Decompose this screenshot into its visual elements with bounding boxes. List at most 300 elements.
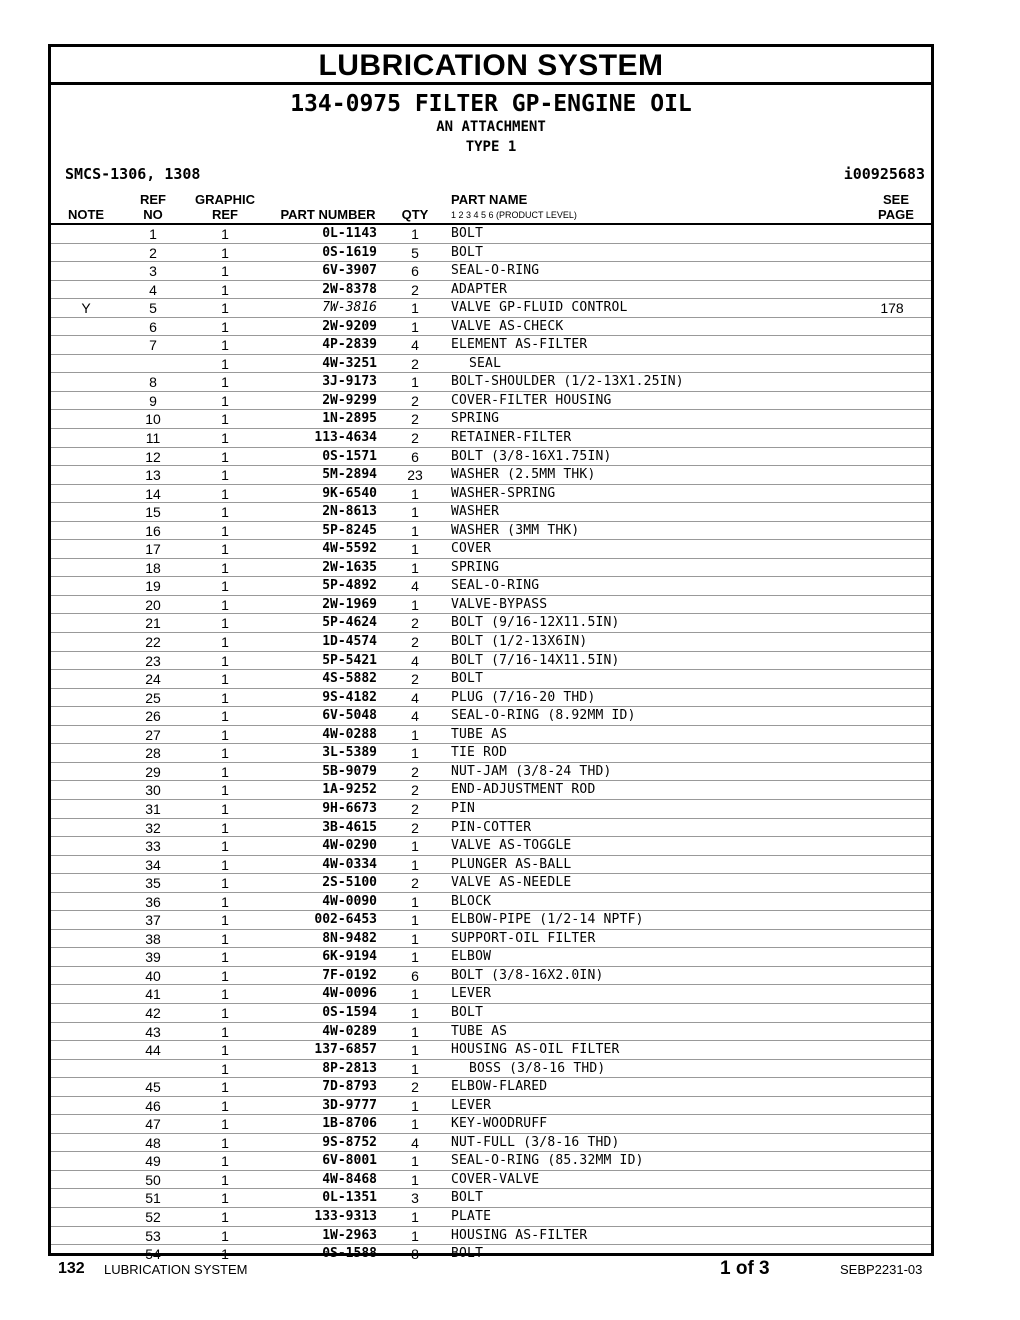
ref-no-cell: 1	[149, 226, 157, 242]
graphic-ref-cell: 1	[221, 374, 229, 391]
table-row	[51, 503, 931, 522]
ref-no-cell: 13	[145, 467, 161, 484]
part-name-cell: PIN	[451, 800, 476, 816]
part-name-cell: BLOCK	[451, 893, 492, 909]
part-name-header: PART NAME	[451, 192, 528, 207]
part-number-cell: 4P-2839	[322, 337, 377, 353]
table-row	[51, 652, 931, 671]
table-row	[51, 1004, 931, 1023]
part-name-cell: BOLT-SHOULDER (1/2-13X1.25IN)	[451, 374, 684, 390]
part-name-cell: VALVE GP-FLUID CONTROL	[451, 300, 628, 316]
parts-list-frame	[48, 44, 934, 1263]
ref-no-cell: 5	[149, 300, 157, 317]
part-name-cell: TUBE AS	[451, 1023, 508, 1039]
qty-cell: 1	[411, 300, 419, 317]
ref-no-cell: 20	[145, 596, 161, 613]
table-row	[51, 262, 931, 281]
qty-cell: 1	[411, 838, 419, 855]
ref-no-cell: 54	[145, 1246, 161, 1263]
part-number-cell: 2S-5100	[322, 875, 377, 891]
ref-no-cell: 25	[145, 689, 161, 706]
graphic-ref-cell: 1	[221, 856, 229, 873]
graphic-ref-cell: 1	[221, 819, 229, 836]
smcs-codes: SMCS-1306, 1308	[65, 165, 201, 183]
qty-cell: 2	[411, 430, 419, 447]
part-name-cell: BOSS (3/8-16 THD)	[469, 1060, 606, 1076]
part-number-cell: 5P-8245	[322, 522, 377, 538]
part-name-cell: BOLT	[451, 1246, 484, 1262]
table-row	[51, 244, 931, 263]
see-page-cell: 178	[880, 300, 904, 317]
attachment-line: AN ATTACHMENT	[436, 119, 546, 135]
ref-no-cell: 24	[145, 671, 161, 688]
table-row	[51, 392, 931, 411]
part-name-cell: VALVE-BYPASS	[451, 596, 548, 612]
qty-cell: 5	[411, 244, 419, 261]
qty-cell: 2	[411, 392, 419, 409]
qty-header: QTY	[401, 207, 429, 222]
note-cell: Y	[81, 300, 91, 317]
part-number-cell: 0S-1588	[322, 1246, 377, 1262]
qty-cell: 1	[411, 1023, 419, 1040]
graphic-ref-cell: 1	[221, 1246, 229, 1263]
ref-no-cell: 19	[145, 578, 161, 595]
part-number-cell: 0S-1571	[322, 448, 377, 464]
ref-no-cell: 17	[145, 541, 161, 558]
part-number-cell: 8N-9482	[322, 930, 377, 946]
ref-no-cell: 7	[149, 337, 157, 354]
table-row	[51, 225, 931, 244]
graphic-ref-cell: 1	[221, 912, 229, 929]
qty-cell: 2	[411, 355, 419, 372]
ref-no-cell: 40	[145, 967, 161, 984]
graphic-ref-cell: 1	[221, 708, 229, 725]
part-number-cell: 5B-9079	[322, 763, 377, 779]
sheet-indicator: 1 of 3	[720, 1258, 770, 1279]
column-headers	[51, 191, 931, 225]
table-row	[51, 281, 931, 300]
qty-cell: 1	[411, 1060, 419, 1077]
graphic-ref-cell: 1	[221, 1134, 229, 1151]
graphic-ref-cell: 1	[221, 244, 229, 261]
ref-no-cell: 10	[145, 411, 161, 428]
ref-no-cell: 30	[145, 782, 161, 799]
qty-cell: 6	[411, 967, 419, 984]
graphic-ref-cell: 1	[221, 430, 229, 447]
ref-header-top: REF	[140, 192, 166, 207]
qty-cell: 4	[411, 652, 419, 669]
product-level-header: 1 2 3 4 5 6 (PRODUCT LEVEL)	[451, 210, 577, 220]
ref-no-cell: 33	[145, 838, 161, 855]
part-name-cell: VALVE AS-CHECK	[451, 318, 564, 334]
qty-cell: 1	[411, 226, 419, 242]
part-name-cell: SEAL	[469, 355, 502, 371]
table-row	[51, 948, 931, 967]
part-name-cell: ELBOW-PIPE (1/2-14 NPTF)	[451, 912, 644, 928]
part-name-cell: BOLT (3/8-16X1.75IN)	[451, 448, 612, 464]
part-name-cell: SUPPORT-OIL FILTER	[451, 930, 596, 946]
ref-header-bottom: NO	[143, 207, 163, 222]
table-row	[51, 781, 931, 800]
part-name-cell: BOLT	[451, 244, 484, 260]
group-title: 134-0975 FILTER GP-ENGINE OIL	[290, 91, 692, 117]
qty-cell: 1	[411, 1097, 419, 1114]
graphic-ref-cell: 1	[221, 763, 229, 780]
graphic-ref-cell: 1	[221, 800, 229, 817]
see-header-top: SEE	[882, 192, 909, 207]
part-name-cell: BOLT (3/8-16X2.0IN)	[451, 967, 604, 983]
graphic-ref-cell: 1	[221, 559, 229, 576]
part-number-cell: 4S-5882	[322, 671, 377, 687]
table-row	[51, 1023, 931, 1042]
graphic-ref-cell: 1	[221, 875, 229, 892]
table-row	[51, 1171, 931, 1190]
graphic-ref-cell: 1	[221, 986, 229, 1003]
table-row	[51, 1060, 931, 1079]
ref-no-cell: 6	[149, 318, 157, 335]
part-number-cell: 4W-0334	[322, 856, 377, 872]
part-name-cell: WASHER (2.5MM THK)	[451, 467, 596, 483]
table-row	[51, 985, 931, 1004]
part-number-cell: 1B-8706	[322, 1116, 377, 1132]
table-row	[51, 930, 931, 949]
qty-cell: 2	[411, 671, 419, 688]
qty-cell: 6	[411, 448, 419, 465]
qty-cell: 1	[411, 504, 419, 521]
ref-no-cell: 22	[145, 634, 161, 651]
part-number-cell: 3L-5389	[322, 745, 377, 761]
see-header-bottom: PAGE	[878, 207, 914, 222]
graphic-ref-cell: 1	[221, 504, 229, 521]
ref-no-cell: 39	[145, 949, 161, 966]
graphic-ref-cell: 1	[221, 1190, 229, 1207]
graphic-ref-cell: 1	[221, 522, 229, 539]
table-row	[51, 559, 931, 578]
table-row	[51, 466, 931, 485]
graphic-ref-cell: 1	[221, 467, 229, 484]
part-name-cell: ADAPTER	[451, 281, 508, 297]
part-name-cell: PIN-COTTER	[451, 819, 532, 835]
part-number-header: PART NUMBER	[280, 207, 376, 222]
qty-cell: 1	[411, 1171, 419, 1188]
ref-no-cell: 26	[145, 708, 161, 725]
part-number-cell: 9K-6540	[322, 485, 377, 501]
qty-cell: 4	[411, 578, 419, 595]
qty-cell: 4	[411, 708, 419, 725]
table-row	[51, 707, 931, 726]
part-number-cell: 4W-0090	[322, 893, 377, 909]
part-number-cell: 6V-5048	[322, 708, 377, 724]
table-row	[51, 670, 931, 689]
part-name-cell: LEVER	[451, 986, 492, 1002]
part-number-cell: 4W-0096	[322, 986, 377, 1002]
qty-cell: 2	[411, 1079, 419, 1096]
table-row	[51, 763, 931, 782]
ref-no-cell: 42	[145, 1004, 161, 1021]
graphic-ref-cell: 1	[221, 634, 229, 651]
ref-no-cell: 23	[145, 652, 161, 669]
ref-no-cell: 44	[145, 1042, 161, 1059]
part-name-cell: BOLT	[451, 1004, 484, 1020]
graphic-ref-cell: 1	[221, 355, 229, 372]
ref-no-cell: 50	[145, 1171, 161, 1188]
ref-no-cell: 8	[149, 374, 157, 391]
qty-cell: 1	[411, 559, 419, 576]
part-number-cell: 1D-4574	[322, 634, 377, 650]
graphic-ref-cell: 1	[221, 1023, 229, 1040]
part-name-cell: SEAL-O-RING (8.92MM ID)	[451, 708, 636, 724]
part-number-cell: 5P-4892	[322, 578, 377, 594]
part-number-cell: 3B-4615	[322, 819, 377, 835]
part-name-cell: COVER-FILTER HOUSING	[451, 392, 612, 408]
part-name-cell: END-ADJUSTMENT ROD	[451, 782, 596, 798]
part-number-cell: 2W-9209	[322, 318, 377, 334]
part-number-cell: 0L-1351	[322, 1190, 377, 1206]
qty-cell: 1	[411, 930, 419, 947]
table-row	[51, 485, 931, 504]
qty-cell: 2	[411, 819, 419, 836]
graphic-ref-cell: 1	[221, 1116, 229, 1133]
ref-no-cell: 34	[145, 856, 161, 873]
part-number-cell: 6V-8001	[322, 1153, 377, 1169]
qty-cell: 1	[411, 726, 419, 743]
part-name-cell: WASHER	[451, 504, 500, 520]
part-number-cell: 4W-0290	[322, 838, 377, 854]
part-name-cell: PLUNGER AS-BALL	[451, 856, 572, 872]
part-name-cell: BOLT	[451, 671, 484, 687]
qty-cell: 4	[411, 1134, 419, 1151]
graphic-ref-cell: 1	[221, 1042, 229, 1059]
parts-table-body	[51, 225, 931, 1263]
table-row	[51, 577, 931, 596]
part-name-cell: PLATE	[451, 1208, 492, 1224]
table-row	[51, 633, 931, 652]
type-line: TYPE 1	[465, 139, 517, 155]
qty-cell: 1	[411, 1153, 419, 1170]
page-footer	[0, 1258, 1020, 1282]
graphic-ref-cell: 1	[221, 1171, 229, 1188]
qty-cell: 23	[407, 467, 423, 484]
part-name-cell: ELBOW-FLARED	[451, 1079, 548, 1095]
ref-no-cell: 36	[145, 893, 161, 910]
part-number-cell: 7F-0192	[322, 967, 377, 983]
part-name-cell: COVER-VALVE	[451, 1171, 540, 1187]
qty-cell: 2	[411, 763, 419, 780]
ref-no-cell: 52	[145, 1208, 161, 1225]
table-row	[51, 1041, 931, 1060]
graphic-ref-cell: 1	[221, 745, 229, 762]
table-row	[51, 689, 931, 708]
part-name-cell: COVER	[451, 541, 492, 557]
graphic-header-bottom: REF	[212, 207, 238, 222]
ref-no-cell: 43	[145, 1023, 161, 1040]
table-row	[51, 448, 931, 467]
part-number-cell: 4W-3251	[322, 355, 377, 371]
part-number-cell: 5P-5421	[322, 652, 377, 668]
graphic-ref-cell: 1	[221, 1060, 229, 1077]
table-row	[51, 874, 931, 893]
part-name-cell: LEVER	[451, 1097, 492, 1113]
part-name-cell: SPRING	[451, 411, 500, 427]
part-number-cell: 2N-8613	[322, 504, 377, 520]
part-name-cell: SPRING	[451, 559, 500, 575]
part-name-cell: PLUG (7/16-20 THD)	[451, 689, 596, 705]
table-row	[51, 596, 931, 615]
graphic-ref-cell: 1	[221, 318, 229, 335]
qty-cell: 1	[411, 1042, 419, 1059]
graphic-ref-cell: 1	[221, 300, 229, 317]
ref-no-cell: 14	[145, 485, 161, 502]
table-row	[51, 429, 931, 448]
qty-cell: 2	[411, 800, 419, 817]
graphic-ref-cell: 1	[221, 392, 229, 409]
part-number-cell: 1A-9252	[322, 782, 377, 798]
part-name-cell: TUBE AS	[451, 726, 508, 742]
qty-cell: 6	[411, 263, 419, 280]
graphic-ref-cell: 1	[221, 485, 229, 502]
graphic-ref-cell: 1	[221, 281, 229, 298]
table-row	[51, 614, 931, 633]
part-number-cell: 4W-5592	[322, 541, 377, 557]
graphic-ref-cell: 1	[221, 596, 229, 613]
document-number: SEBP2231-03	[840, 1262, 923, 1277]
graphic-ref-cell: 1	[221, 1004, 229, 1021]
qty-cell: 1	[411, 541, 419, 558]
part-name-cell: WASHER-SPRING	[451, 485, 556, 501]
table-row	[51, 373, 931, 392]
ref-no-cell: 28	[145, 745, 161, 762]
table-row	[51, 299, 931, 318]
part-name-cell: VALVE AS-TOGGLE	[451, 838, 572, 854]
ref-no-header	[133, 192, 173, 222]
part-name-cell: NUT-JAM (3/8-24 THD)	[451, 763, 612, 779]
table-row	[51, 1097, 931, 1116]
part-name-cell: ELBOW	[451, 949, 492, 965]
part-number-cell: 137-6857	[314, 1042, 377, 1058]
part-number-cell: 4W-8468	[322, 1171, 377, 1187]
graphic-ref-cell: 1	[221, 1097, 229, 1114]
table-row	[51, 336, 931, 355]
part-name-cell: WASHER (3MM THK)	[451, 522, 580, 538]
ref-no-cell: 18	[145, 559, 161, 576]
table-row	[51, 726, 931, 745]
graphic-ref-cell: 1	[221, 1079, 229, 1096]
part-number-cell: 5P-4624	[322, 615, 377, 631]
qty-cell: 1	[411, 318, 419, 335]
graphic-header-top: GRAPHIC	[195, 192, 255, 207]
part-name-cell: RETAINER-FILTER	[451, 430, 572, 446]
part-name-cell: HOUSING AS-FILTER	[451, 1227, 588, 1243]
graphic-ref-cell: 1	[221, 578, 229, 595]
qty-cell: 1	[411, 1004, 419, 1021]
table-row	[51, 1227, 931, 1246]
qty-cell: 4	[411, 689, 419, 706]
part-number-cell: 3J-9173	[322, 374, 377, 390]
part-number-cell: 1W-2963	[322, 1227, 377, 1243]
note-header: NOTE	[67, 207, 105, 222]
part-name-cell: BOLT	[451, 1190, 484, 1206]
part-number-cell: 4W-0288	[322, 726, 377, 742]
qty-cell: 2	[411, 875, 419, 892]
ref-no-cell: 12	[145, 448, 161, 465]
part-number-cell: 9S-8752	[322, 1134, 377, 1150]
qty-cell: 1	[411, 374, 419, 391]
table-row	[51, 800, 931, 819]
qty-cell: 1	[411, 596, 419, 613]
qty-cell: 1	[411, 745, 419, 762]
ref-no-cell: 29	[145, 763, 161, 780]
qty-cell: 1	[411, 1208, 419, 1225]
ref-no-cell: 46	[145, 1097, 161, 1114]
table-row	[51, 819, 931, 838]
qty-cell: 1	[411, 522, 419, 539]
graphic-ref-cell: 1	[221, 1227, 229, 1244]
smcs-row	[51, 165, 931, 185]
part-number-cell: 002-6453	[314, 912, 377, 928]
graphic-ref-cell: 1	[221, 337, 229, 354]
ref-no-cell: 31	[145, 800, 161, 817]
page-number: 132	[58, 1260, 85, 1277]
part-name-cell: KEY-WOODRUFF	[451, 1116, 548, 1132]
qty-cell: 1	[411, 1227, 419, 1244]
part-name-cell: ELEMENT AS-FILTER	[451, 337, 588, 353]
graphic-ref-cell: 1	[221, 226, 229, 242]
table-row	[51, 1115, 931, 1134]
ref-no-cell: 37	[145, 912, 161, 929]
table-row	[51, 318, 931, 337]
qty-cell: 1	[411, 1116, 419, 1133]
ref-no-cell: 3	[149, 263, 157, 280]
part-name-cell: BOLT	[451, 226, 484, 241]
table-row	[51, 1078, 931, 1097]
table-row	[51, 540, 931, 559]
graphic-ref-cell: 1	[221, 1208, 229, 1225]
qty-cell: 2	[411, 411, 419, 428]
see-page-header	[871, 192, 921, 222]
graphic-ref-cell: 1	[221, 541, 229, 558]
graphic-ref-cell: 1	[221, 263, 229, 280]
table-row	[51, 355, 931, 374]
graphic-ref-cell: 1	[221, 652, 229, 669]
part-name-cell: BOLT (9/16-12X11.5IN)	[451, 615, 620, 631]
graphic-ref-cell: 1	[221, 1153, 229, 1170]
graphic-ref-cell: 1	[221, 893, 229, 910]
ref-no-cell: 4	[149, 281, 157, 298]
part-name-cell: SEAL-O-RING	[451, 263, 540, 279]
ref-no-cell: 53	[145, 1227, 161, 1244]
part-number-cell: 4W-0289	[322, 1023, 377, 1039]
part-number-cell: 113-4634	[314, 430, 377, 446]
part-number-cell: 9S-4182	[322, 689, 377, 705]
qty-cell: 4	[411, 337, 419, 354]
part-number-cell: 133-9313	[314, 1208, 377, 1224]
qty-cell: 2	[411, 782, 419, 799]
table-row	[51, 837, 931, 856]
table-row	[51, 410, 931, 429]
part-number-cell: 2W-9299	[322, 392, 377, 408]
graphic-ref-cell: 1	[221, 782, 229, 799]
part-number-cell: 6V-3907	[322, 263, 377, 279]
graphic-ref-cell: 1	[221, 726, 229, 743]
table-row	[51, 744, 931, 763]
part-number-cell: 0S-1594	[322, 1004, 377, 1020]
table-row	[51, 1134, 931, 1153]
part-name-cell: SEAL-O-RING	[451, 578, 540, 594]
graphic-ref-cell: 1	[221, 448, 229, 465]
qty-cell: 3	[411, 1190, 419, 1207]
ref-no-cell: 16	[145, 522, 161, 539]
part-number-cell: 0S-1619	[322, 244, 377, 260]
